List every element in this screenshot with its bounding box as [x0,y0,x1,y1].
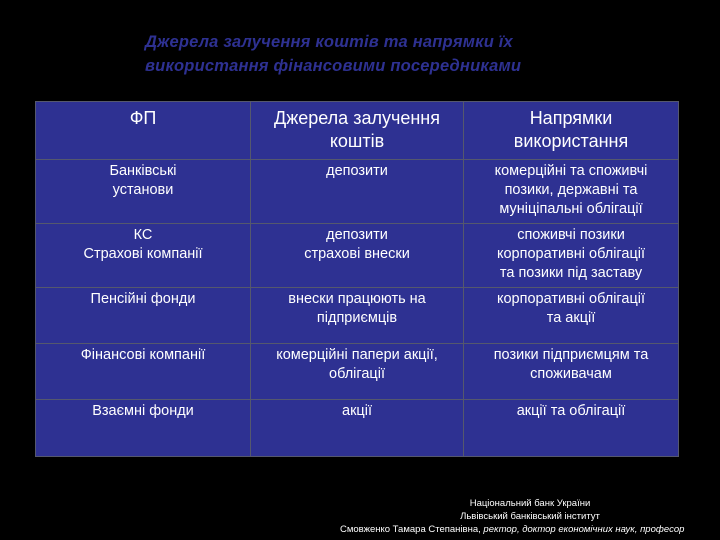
cell-text: акції та облігації [516,403,626,419]
table-row [36,160,679,224]
table-row [36,400,679,457]
cell-text: Фінансові компанії [80,347,206,363]
header-directions-line-2: використання [513,131,629,151]
cell-text: внески працюють на [288,291,426,307]
header-sources-line-1: Джерела залучення [274,108,440,128]
cell-text: облігації [329,366,385,382]
table-cell-institution [36,400,251,457]
table-cell-directions [464,344,679,400]
table-row [36,288,679,344]
cell-text: Страхові компанії [83,246,203,262]
footer-credits [340,497,720,536]
cell-text: депозити [326,163,388,179]
table-cell-institution [36,288,251,344]
slide-title-line-1: Джерела залучення коштів та напрямки їх [145,33,513,51]
cell-text: підприємців [316,310,398,326]
header-directions-line-1: Напрямки [529,108,613,128]
cell-text: та акції [546,310,596,326]
cell-text: муніціпальні облігації [499,201,643,217]
cell-text: комерційні та споживчі [494,163,648,179]
table-cell-directions [464,400,679,457]
cell-text: установи [112,182,174,198]
cell-text: та позики під заставу [499,265,643,281]
table-header-row [36,102,679,160]
header-cell-directions [464,102,679,160]
table-cell-institution [36,224,251,288]
table-cell-sources [251,224,464,288]
header-cell-fp [36,102,251,160]
table-cell-directions [464,224,679,288]
table-cell-directions [464,288,679,344]
table-row [36,224,679,288]
cell-text: КС [133,227,153,243]
table-cell-sources [251,344,464,400]
cell-text: Пенсійні фонди [90,291,196,307]
cell-text: корпоративні облігації [496,246,646,262]
funding-sources-table [35,101,679,457]
cell-text: споживчі позики [517,227,625,243]
table-cell-sources [251,288,464,344]
cell-text: Взаємні фонди [92,403,194,419]
cell-text: корпоративні облігації [496,291,646,307]
cell-text: позики підприємцям та [493,347,649,363]
slide-title [145,30,665,78]
cell-text: страхові внески [304,246,410,262]
footer-author-role: ректор, доктор економічних наук, професор [483,524,685,535]
slide-title-line-2: використання фінансовими посередниками [145,57,522,75]
cell-text: споживачам [530,366,612,382]
cell-text: Банківські [109,163,177,179]
table-cell-institution [36,344,251,400]
header-cell-sources [251,102,464,160]
table-row [36,344,679,400]
cell-text: депозити [326,227,388,243]
table-cell-directions [464,160,679,224]
footer-institute-line: Львівський банківський інститут [460,511,600,522]
table-cell-institution [36,160,251,224]
header-sources-line-2: коштів [329,131,385,151]
footer-org-line: Національний банк України [469,498,591,509]
header-fp-text: ФП [129,108,157,128]
cell-text: акції [342,403,372,419]
cell-text: позики, державні та [504,182,638,198]
table-cell-sources [251,160,464,224]
footer-author-name: Смовженко Тамара Степанівна, [340,524,481,535]
cell-text: комерційні папери акції, [276,347,438,363]
footer-author-line [340,523,720,536]
table-cell-sources [251,400,464,457]
